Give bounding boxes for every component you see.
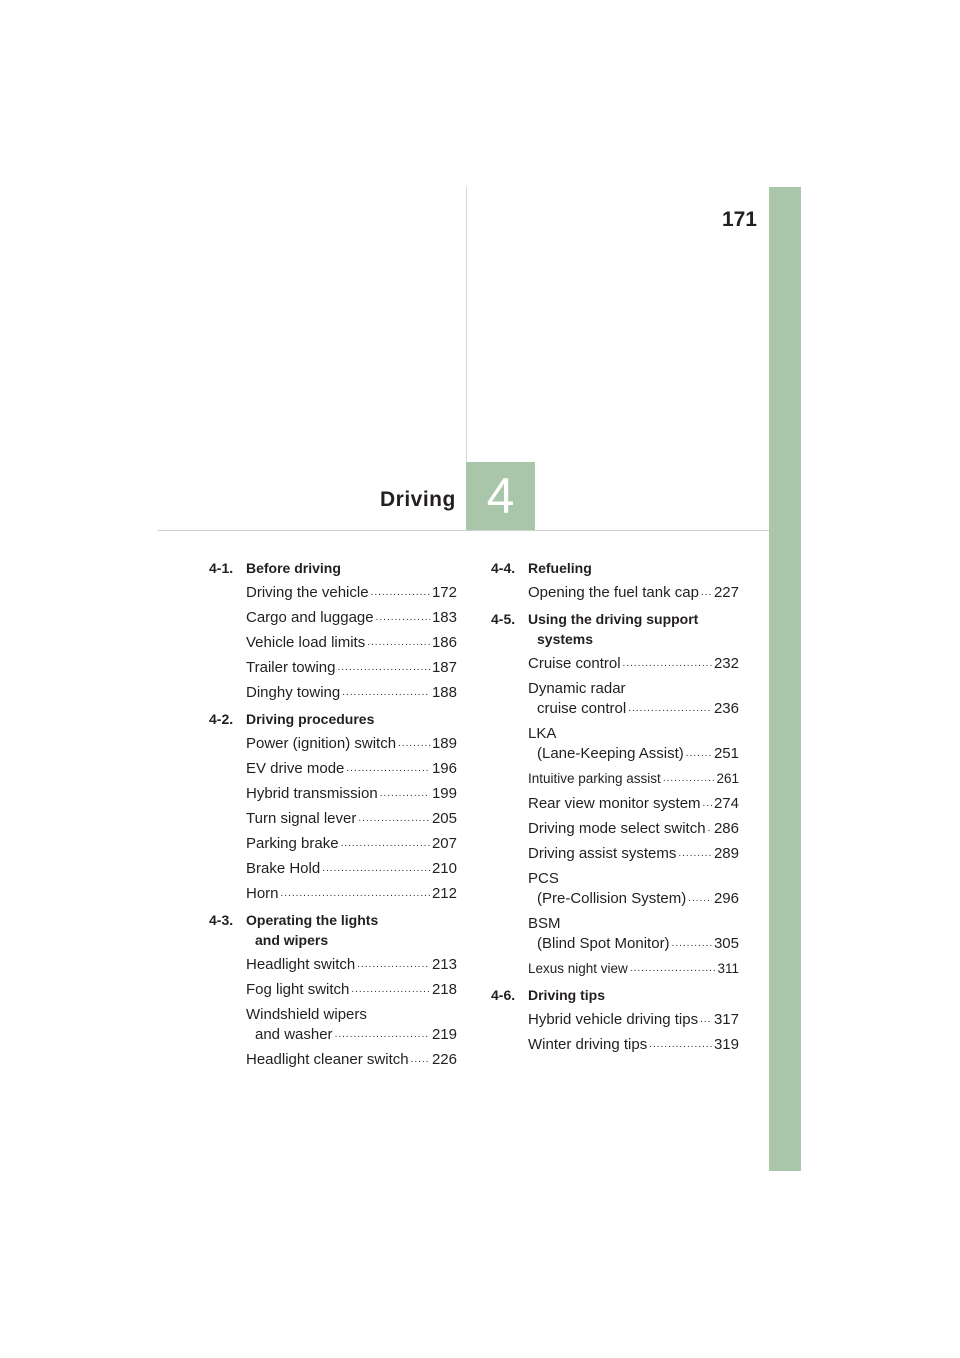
toc-left-column — [209, 558, 457, 1076]
leader-dots — [701, 583, 712, 603]
leader-dots — [411, 1050, 430, 1070]
section-number: 4-3. — [209, 912, 234, 928]
entry-page: 227 — [713, 584, 739, 601]
entry-label: Vehicle load limits — [246, 634, 366, 651]
entry-line-2 — [528, 744, 739, 764]
section-heading — [209, 558, 457, 578]
entry-label: Turn signal lever — [246, 810, 357, 827]
entry-page: 289 — [713, 845, 739, 862]
entry-page: 232 — [713, 655, 739, 672]
entry-label-continued: (Lane-Keeping Assist) — [537, 745, 684, 762]
entry-label: Driving mode select switch — [528, 820, 706, 837]
leader-dots — [322, 859, 430, 879]
toc-entry[interactable] — [528, 869, 739, 909]
toc-entry[interactable] — [528, 794, 739, 814]
toc-item-list — [246, 583, 457, 703]
section-heading — [491, 985, 739, 1005]
entry-label: Lexus night view — [528, 961, 628, 976]
entry-page: 261 — [716, 771, 739, 786]
toc-entry[interactable] — [246, 658, 457, 678]
entry-page: 311 — [717, 961, 739, 976]
toc-entry[interactable] — [246, 859, 457, 879]
entry-page: 183 — [431, 609, 457, 626]
toc-entry[interactable] — [246, 633, 457, 653]
toc-entry[interactable] — [528, 769, 739, 789]
entry-page: 219 — [431, 1026, 457, 1043]
entry-page: 172 — [431, 584, 457, 601]
section-heading — [491, 558, 739, 578]
toc-entry[interactable] — [246, 583, 457, 603]
entry-page: 286 — [713, 820, 739, 837]
leader-dots — [337, 658, 429, 678]
section-title: Operating the lights and wipers — [246, 910, 457, 950]
entry-label: Brake Hold — [246, 860, 321, 877]
section-title: Refueling — [528, 560, 592, 576]
horizontal-divider — [158, 530, 769, 531]
entry-page: 207 — [431, 835, 457, 852]
entry-label: Opening the fuel tank cap — [528, 584, 699, 601]
entry-label-continued: (Blind Spot Monitor) — [537, 935, 670, 952]
toc-entry[interactable] — [528, 914, 739, 954]
entry-label: Intuitive parking assist — [528, 771, 661, 786]
entry-label: Cruise control — [528, 655, 621, 672]
toc-section — [209, 910, 457, 1070]
leader-dots — [398, 734, 430, 754]
toc-entry[interactable] — [246, 884, 457, 904]
toc-entry[interactable] — [528, 959, 739, 979]
entry-page: 186 — [431, 634, 457, 651]
entry-label-continued: (Pre-Collision System) — [537, 890, 687, 907]
toc-item-list — [528, 1010, 739, 1055]
toc-entry[interactable] — [246, 955, 457, 975]
section-number: 4-5. — [491, 611, 516, 627]
toc-entry[interactable] — [246, 1005, 457, 1045]
entry-page: 296 — [713, 890, 739, 907]
entry-line-2 — [528, 934, 739, 954]
toc-entry[interactable] — [528, 1010, 739, 1030]
section-heading — [209, 709, 457, 729]
toc-entry[interactable] — [528, 844, 739, 864]
entry-label: Trailer towing — [246, 659, 336, 676]
leader-dots — [663, 769, 715, 789]
vertical-divider — [466, 187, 467, 462]
entry-label: Dynamic radar — [528, 680, 626, 697]
entry-label: Hybrid vehicle driving tips — [528, 1011, 699, 1028]
toc-entry[interactable] — [246, 809, 457, 829]
entry-label-continued: and washer — [255, 1026, 333, 1043]
toc-entry[interactable] — [528, 583, 739, 603]
entry-page: 199 — [431, 785, 457, 802]
toc-item-list — [528, 654, 739, 979]
leader-dots — [672, 934, 712, 954]
entry-label: Headlight switch — [246, 956, 356, 973]
entry-label: Driving the vehicle — [246, 584, 369, 601]
entry-label: Power (ignition) switch — [246, 735, 397, 752]
chapter-side-tab — [769, 187, 801, 1171]
section-heading — [491, 609, 739, 649]
entry-page: 210 — [431, 860, 457, 877]
leader-dots — [630, 959, 716, 979]
entry-line-2 — [528, 699, 739, 719]
toc-entry[interactable] — [246, 734, 457, 754]
entry-page: 226 — [431, 1051, 457, 1068]
toc-entry[interactable] — [528, 679, 739, 719]
leader-dots — [686, 744, 712, 764]
entry-label: PCS — [528, 870, 559, 887]
toc-entry[interactable] — [246, 980, 457, 1000]
entry-page: 319 — [713, 1036, 739, 1053]
entry-page: 218 — [431, 981, 457, 998]
entry-page: 196 — [431, 760, 457, 777]
leader-dots — [341, 834, 430, 854]
entry-label: Windshield wipers — [246, 1006, 367, 1023]
leader-dots — [708, 819, 712, 839]
leader-dots — [358, 809, 430, 829]
entry-page: 236 — [713, 700, 739, 717]
entry-page: 305 — [713, 935, 739, 952]
entry-label: Fog light switch — [246, 981, 350, 998]
toc-item-list — [246, 955, 457, 1070]
chapter-number-box: 4 — [466, 462, 535, 530]
toc-section — [491, 985, 739, 1055]
section-title: Driving tips — [528, 987, 606, 1003]
section-number: 4-4. — [491, 560, 516, 576]
entry-label: Headlight cleaner switch — [246, 1051, 409, 1068]
toc-section — [209, 558, 457, 703]
entry-page: 317 — [713, 1011, 739, 1028]
toc-entry[interactable] — [528, 654, 739, 674]
leader-dots — [700, 1010, 712, 1030]
entry-label: Dinghy towing — [246, 684, 341, 701]
entry-page: 213 — [431, 956, 457, 973]
leader-dots — [380, 784, 430, 804]
entry-label: Winter driving tips — [528, 1036, 648, 1053]
section-title: Driving procedures — [246, 711, 375, 727]
entry-page: 274 — [713, 795, 739, 812]
leader-dots — [628, 699, 712, 719]
toc-entry[interactable] — [528, 819, 739, 839]
leader-dots — [367, 633, 430, 653]
leader-dots — [357, 955, 430, 975]
section-title: Using the driving support systems — [528, 609, 739, 649]
entry-label-continued: cruise control — [537, 700, 627, 717]
chapter-title: Driving — [380, 488, 456, 511]
leader-dots — [371, 583, 430, 603]
leader-dots — [649, 1035, 712, 1055]
section-number: 4-6. — [491, 987, 516, 1003]
section-title: Before driving — [246, 560, 341, 576]
section-number: 4-2. — [209, 711, 234, 727]
leader-dots — [703, 794, 712, 814]
leader-dots — [688, 889, 712, 909]
toc-entry[interactable] — [246, 608, 457, 628]
section-heading — [209, 910, 457, 950]
toc-section — [209, 709, 457, 904]
leader-dots — [623, 654, 712, 674]
entry-page: 205 — [431, 810, 457, 827]
entry-label: Hybrid transmission — [246, 785, 378, 802]
entry-label: Parking brake — [246, 835, 339, 852]
entry-page: 187 — [431, 659, 457, 676]
page-number: 171 — [721, 208, 757, 231]
toc-right-column — [491, 558, 739, 1061]
leader-dots — [281, 884, 430, 904]
entry-page: 188 — [431, 684, 457, 701]
leader-dots — [346, 759, 430, 779]
toc-section — [491, 558, 739, 603]
toc-section — [491, 609, 739, 979]
section-title-continued: systems — [537, 631, 594, 647]
leader-dots — [335, 1025, 430, 1045]
entry-label: Driving assist systems — [528, 845, 677, 862]
entry-page: 251 — [713, 745, 739, 762]
entry-line-2 — [528, 889, 739, 909]
leader-dots — [376, 608, 430, 628]
leader-dots — [678, 844, 712, 864]
leader-dots — [342, 683, 430, 703]
entry-label: LKA — [528, 725, 557, 742]
entry-line-2 — [246, 1025, 457, 1045]
toc-entry[interactable] — [528, 1035, 739, 1055]
entry-page: 212 — [431, 885, 457, 902]
toc-entry[interactable] — [246, 683, 457, 703]
toc-entry[interactable] — [246, 834, 457, 854]
entry-label: Cargo and luggage — [246, 609, 374, 626]
toc-item-list — [246, 734, 457, 904]
entry-label: Horn — [246, 885, 279, 902]
toc-entry[interactable] — [246, 759, 457, 779]
entry-label: BSM — [528, 915, 561, 932]
entry-label: EV drive mode — [246, 760, 345, 777]
section-title-continued: and wipers — [255, 932, 329, 948]
toc-entry[interactable] — [246, 1050, 457, 1070]
toc-item-list — [528, 583, 739, 603]
leader-dots — [351, 980, 430, 1000]
toc-entry[interactable] — [246, 784, 457, 804]
entry-label: Rear view monitor system — [528, 795, 701, 812]
entry-page: 189 — [431, 735, 457, 752]
section-number: 4-1. — [209, 560, 234, 576]
toc-entry[interactable] — [528, 724, 739, 764]
